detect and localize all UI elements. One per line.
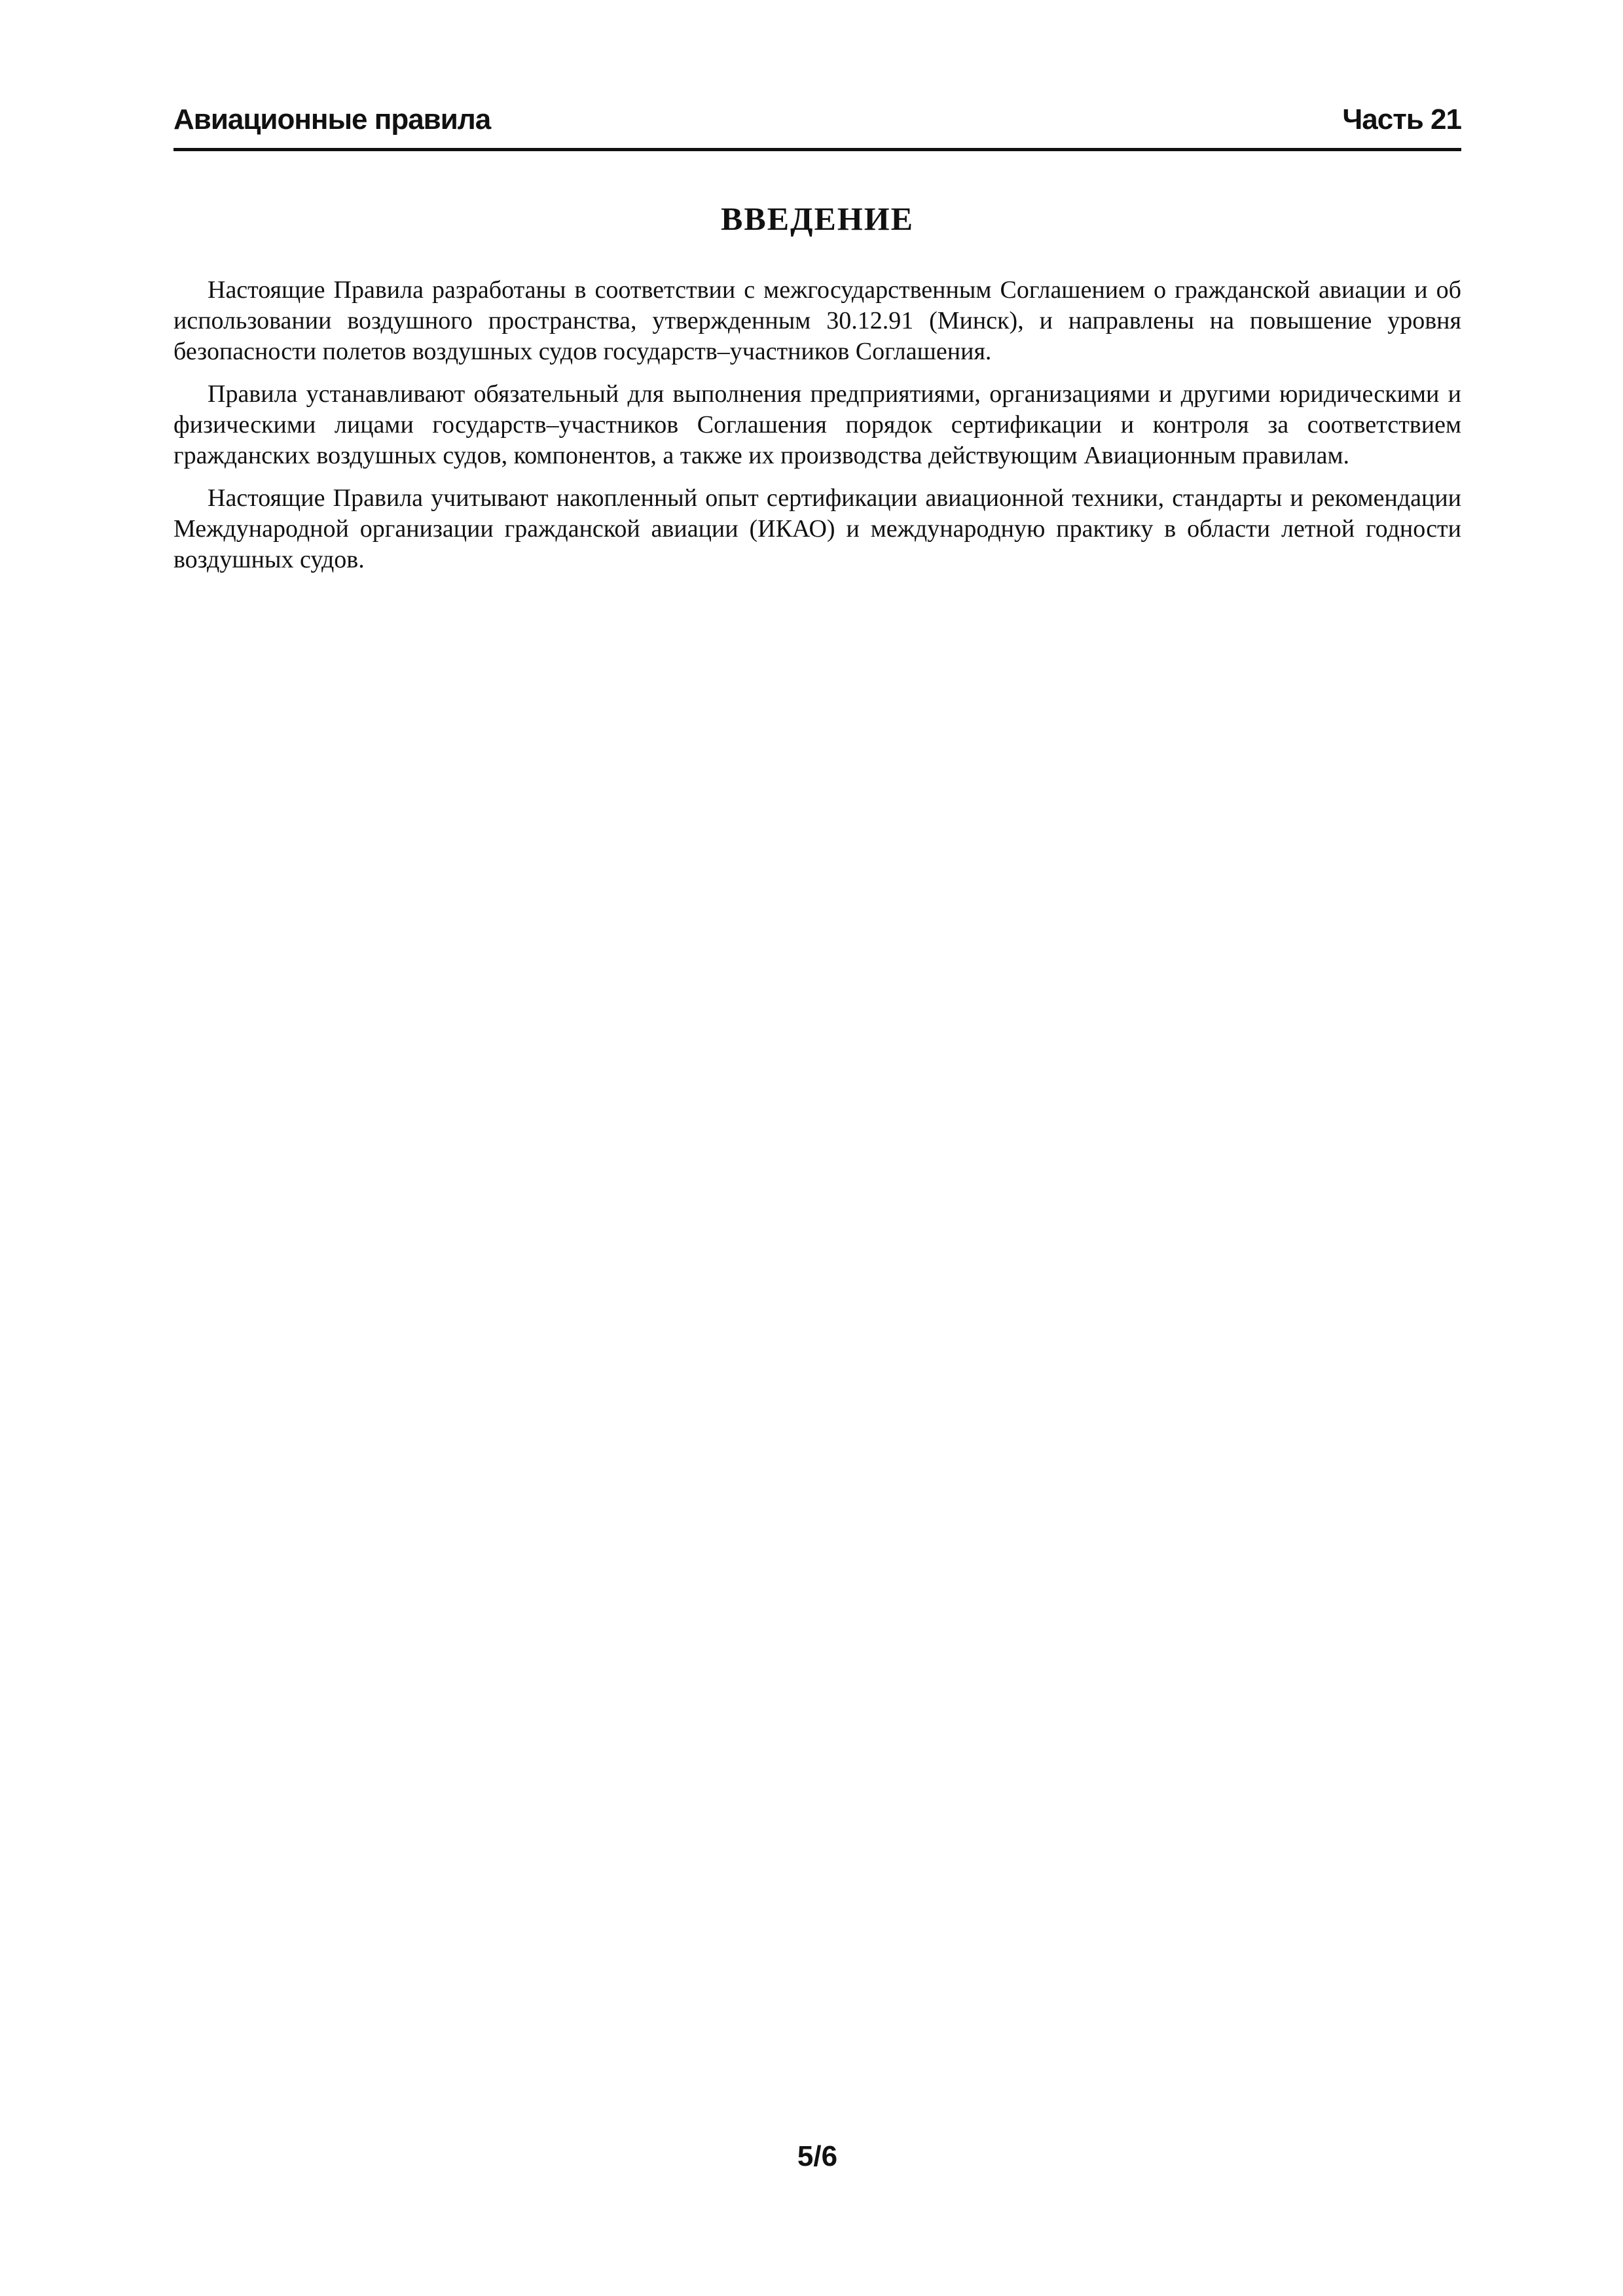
page-header — [173, 98, 1461, 151]
page-number: 5/6 — [797, 2140, 838, 2172]
header-part-label: Часть 21 — [1342, 103, 1461, 135]
header-document-title: Авиационные правила — [173, 103, 491, 135]
section-title: ВВЕДЕНИЕ — [721, 200, 914, 237]
paragraph: Правила устанавливают обязательный для выполнения предприятиями, организациями и другими юридическими и физическими лицами государств–участников Соглашения порядок сертификации и контроля за соответствием гражданских воздушных судов, компонентов, а также их производства действующим Авиационным правилам. — [173, 380, 1461, 469]
paragraph: Настоящие Правила учитывают накопленный опыт сертификации авиационной техники, стандарты и рекомендации Международной организации гражданской авиации (ИКАО) и международную практику в области летной годности воздушных судов. — [173, 484, 1461, 573]
body-text — [173, 275, 1461, 587]
paragraph: Настоящие Правила разработаны в соответствии с межгосударственным Соглашением о гражданской авиации и об использовании воздушного пространства, утвержденным 30.12.91 (Минск), и направлены на повышение уровня безопасности полетов воздушных судов государств–участников Соглашения. — [173, 276, 1461, 365]
